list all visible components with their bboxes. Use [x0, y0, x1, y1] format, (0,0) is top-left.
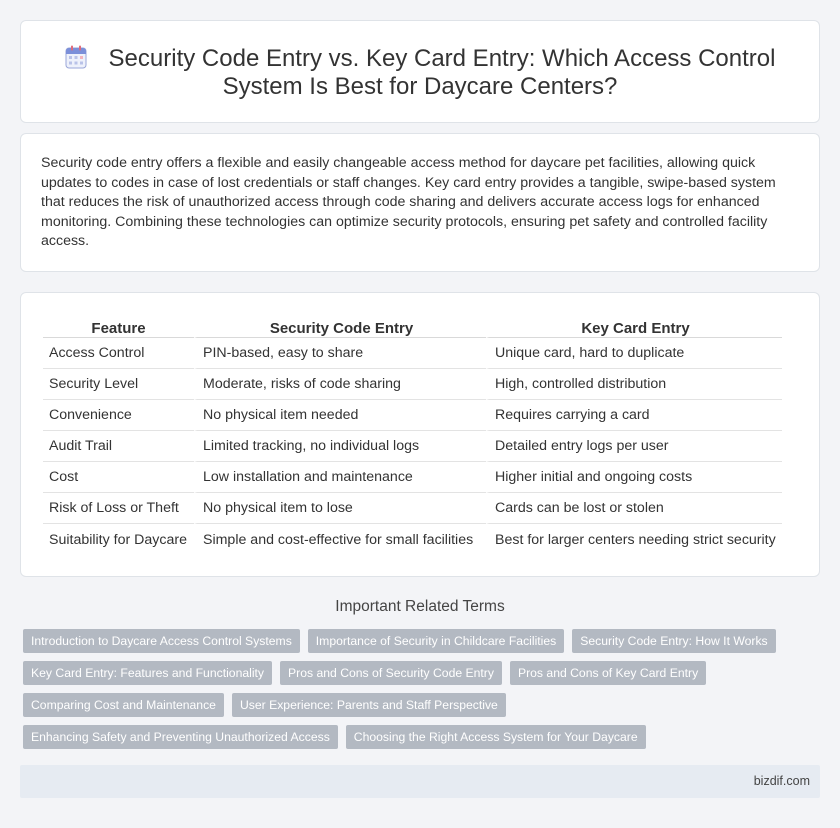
title-card [20, 20, 820, 123]
comparison-table [43, 315, 782, 555]
security-code-cell: Limited tracking, no individual logs [194, 431, 486, 462]
table-row [43, 400, 782, 431]
table-row [43, 462, 782, 493]
table-row [43, 369, 782, 400]
related-terms-heading: Important Related Terms [335, 598, 505, 615]
related-term-tag[interactable]: Enhancing Safety and Preventing Unauthorized Access [23, 725, 338, 749]
feature-cell: Access Control [43, 338, 194, 369]
footer [20, 765, 820, 798]
related-term-tag[interactable]: Pros and Cons of Key Card Entry [510, 661, 706, 685]
related-term-tag[interactable]: Introduction to Daycare Access Control Systems [23, 629, 300, 653]
title-line-1: Security Code Entry vs. Key Card Entry: Which Access Control [108, 45, 776, 72]
table-row [43, 493, 782, 524]
header-security-code-entry: Security Code Entry [194, 315, 486, 338]
intro-card [20, 133, 820, 272]
key-card-cell: Higher initial and ongoing costs [486, 462, 782, 493]
feature-cell: Suitability for Daycare [49, 531, 187, 548]
key-card-cell: High, controlled distribution [486, 369, 782, 400]
related-term-tag[interactable]: Key Card Entry: Features and Functionality [23, 661, 272, 685]
feature-cell: Security Level [43, 369, 194, 400]
feature-cell: Risk of Loss or Theft [43, 493, 194, 524]
comparison-card [20, 292, 820, 577]
footer-site-name[interactable]: bizdif.com [753, 774, 810, 788]
table-row [43, 338, 782, 369]
table-row [43, 524, 782, 555]
header-feature: Feature [43, 315, 194, 338]
key-card-cell: Unique card, hard to duplicate [486, 338, 782, 369]
security-code-cell: No physical item to lose [194, 493, 486, 524]
related-term-tag[interactable]: Importance of Security in Childcare Facilities [308, 629, 564, 653]
feature-cell: Audit Trail [43, 431, 194, 462]
related-term-tag[interactable]: Security Code Entry: How It Works [572, 629, 775, 653]
calendar-icon [65, 45, 87, 69]
related-terms-list [23, 629, 813, 749]
security-code-cell: Simple and cost-effective for small facilities [194, 524, 486, 555]
page-title [21, 45, 819, 101]
key-card-cell: Cards can be lost or stolen [486, 493, 782, 524]
related-term-tag[interactable]: Choosing the Right Access System for Your Daycare [346, 725, 646, 749]
security-code-cell: No physical item needed [194, 400, 486, 431]
related-term-tag[interactable]: Pros and Cons of Security Code Entry [280, 661, 502, 685]
security-code-cell: Moderate, risks of code sharing [194, 369, 486, 400]
feature-cell: Convenience [43, 400, 194, 431]
title-line-2: System Is Best for Daycare Centers? [222, 73, 618, 100]
related-term-tag[interactable]: Comparing Cost and Maintenance [23, 693, 224, 717]
key-card-cell: Requires carrying a card [486, 400, 782, 431]
header-key-card-entry: Key Card Entry [486, 315, 782, 338]
feature-cell: Cost [43, 462, 194, 493]
key-card-cell: Detailed entry logs per user [486, 431, 782, 462]
intro-paragraph: Security code entry offers a flexible and easily changeable access method for daycare pet facilities, allowing quick updates to codes in case of lost credentials or staff changes. Key card entry provides a tangible, swipe-based system that reduces the risk of unauthorized access through code sharing and delivers accurate access logs for enhanced monitoring. Combining these technologies can optimize security protocols, ensuring pet safety and controlled facility access. [41, 155, 776, 250]
security-code-cell: PIN-based, easy to share [194, 338, 486, 369]
table-header-row [43, 315, 782, 338]
security-code-cell: Low installation and maintenance [194, 462, 486, 493]
table-row [43, 431, 782, 462]
key-card-cell: Best for larger centers needing strict security [486, 524, 782, 555]
related-term-tag[interactable]: User Experience: Parents and Staff Perspective [232, 693, 506, 717]
